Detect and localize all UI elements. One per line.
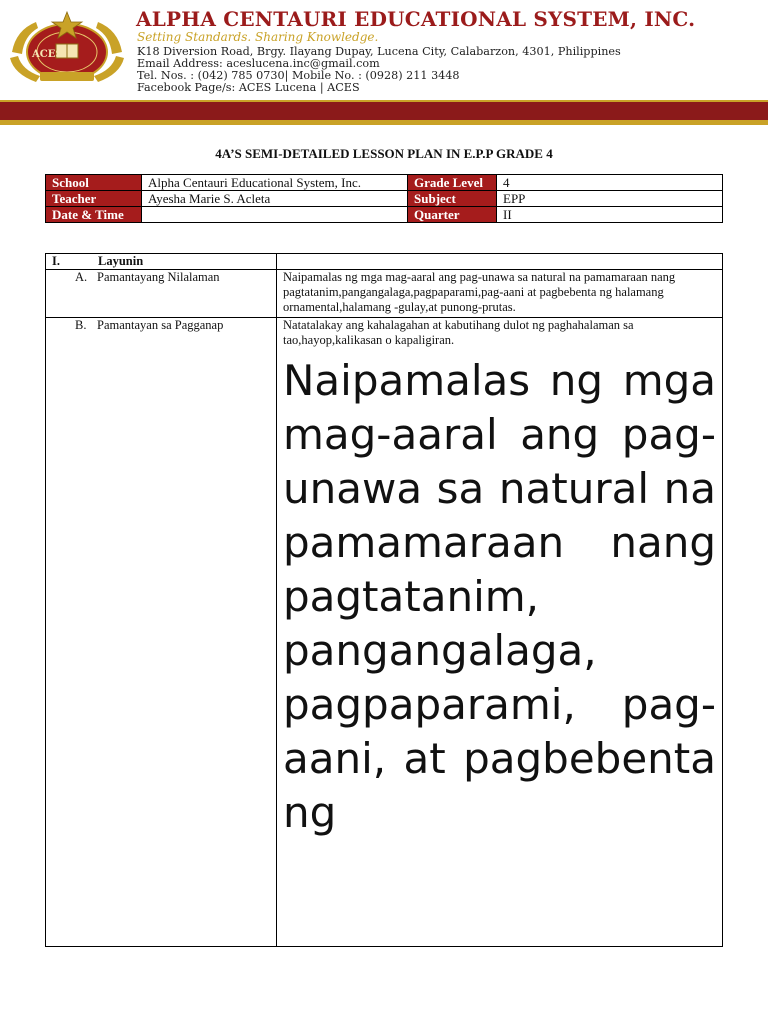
lesson-plan-table (45, 253, 723, 947)
item-letter-b: B. (75, 318, 87, 332)
school-seal-logo (6, 8, 128, 88)
section-layunin-empty (277, 254, 723, 270)
phone-line: Tel. Nos. : (042) 785 0730| Mobile No. : (0928) 211 3448 (137, 69, 460, 82)
info-row-date (46, 207, 723, 223)
subject-value: EPP (497, 191, 723, 207)
quarter-label: Quarter (408, 207, 497, 223)
pamantayan-sa-pagganap-cell (46, 318, 277, 947)
address-line: K18 Diversion Road, Brgy. Ilayang Dupay, Lucena City, Calabarzon, 4301, Philippines (137, 45, 621, 58)
organization-name: ALPHA CENTAURI EDUCATIONAL SYSTEM, INC. (136, 7, 696, 31)
organization-tagline: Setting Standards. Sharing Knowledge. (137, 30, 379, 44)
large-pasted-text: Naipamalas ng mga mag-aaral ang pag-unawa sa natural na pamamaraan nang pagtatanim, pangangalaga, pagpaparami, pag-aani, at pagbebenta ng (283, 356, 716, 837)
subject-label: Subject (408, 191, 497, 207)
item-a-text: Pamantayang Nilalaman (97, 270, 220, 284)
pamantayan-sa-pagganap-label (52, 318, 270, 333)
facebook-line: Facebook Page/s: ACES Lucena | ACES (137, 81, 360, 94)
section-title: Layunin (98, 254, 144, 268)
item-b-text: Pamantayan sa Pagganap (97, 318, 224, 332)
teacher-label: Teacher (46, 191, 142, 207)
info-row-teacher (46, 191, 723, 207)
grade-level-label: Grade Level (408, 175, 497, 191)
section-layunin-row (46, 254, 723, 270)
document-title: 4A’S SEMI-DETAILED LESSON PLAN IN E.P.P GRADE 4 (215, 146, 553, 161)
pamantayang-nilalaman-text: Naipamalas ng mga mag-aaral ang pag-unawa sa natural na pamamaraan nang pagtatanim,pangangalaga,pagpaparami,pag-aani at pagbebenta ng halamang ornamental,halamang -gulay,at punong-prutas. (277, 270, 723, 318)
row-pamantayan-sa-pagganap (46, 318, 723, 947)
header-red-band (0, 102, 768, 120)
svg-text:ACES: ACES (32, 49, 63, 60)
pamantayang-nilalaman-label (52, 270, 270, 285)
item-letter-a: A. (75, 270, 88, 284)
info-row-school (46, 175, 723, 191)
header-gold-stripe (0, 120, 768, 125)
lesson-info-table (45, 174, 723, 223)
letterhead (0, 0, 768, 128)
teacher-value: Ayesha Marie S. Acleta (142, 191, 408, 207)
date-time-value (142, 207, 408, 223)
quarter-value: II (497, 207, 723, 223)
row-pamantayang-nilalaman (46, 270, 723, 318)
school-label: School (46, 175, 142, 191)
school-value: Alpha Centauri Educational System, Inc. (142, 175, 408, 191)
grade-level-value: 4 (497, 175, 723, 191)
email-line: Email Address: aceslucena.inc@gmail.com (137, 57, 380, 70)
section-layunin-heading (46, 254, 277, 270)
pamantayan-sa-pagganap-content (277, 318, 723, 947)
date-time-label: Date & Time (46, 207, 142, 223)
pamantayan-sa-pagganap-text: Natatalakay ang kahalagahan at kabutihang dulot ng paghahalaman sa tao,hayop,kalikasan o kapaligiran. (283, 318, 634, 347)
pamantayang-nilalaman-cell (46, 270, 277, 318)
section-number: I. (52, 254, 60, 268)
